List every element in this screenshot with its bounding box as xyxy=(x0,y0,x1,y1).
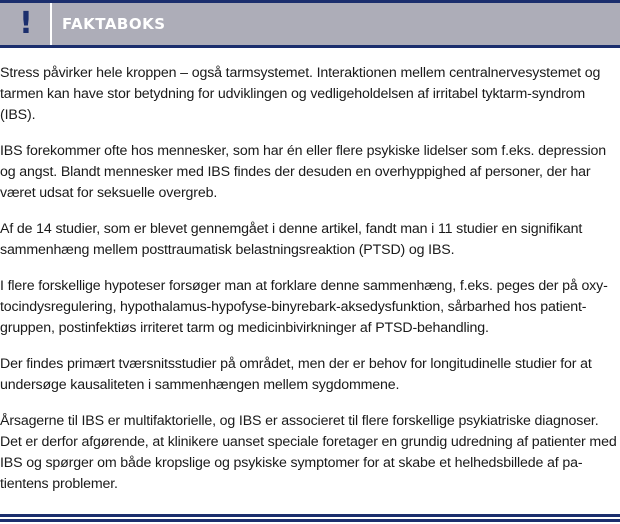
exclamation-icon: ! xyxy=(19,6,33,41)
fact-box-header xyxy=(0,0,620,48)
paragraph: IBS forekommer ofte hos mennesker, som har én eller flere psykiske lidelser som f.eks. depression og angst. Blandt mennesker med IBS findes der desuden en overhyppighed af personer, der har været udsat for seksuelle overgreb. xyxy=(0,143,607,201)
paragraph: Der findes primært tværsnitsstudier på området, men der er behov for longitudinelle studier for at undersøge kausaliteten i sammenhængen mellem sygdommene. xyxy=(0,356,592,393)
icon-cell xyxy=(0,3,52,45)
paragraph: Stress påvirker hele kroppen – også tarmsystemet. Interaktionen mellem centralnervesystemet og tarmen kan have stor betydning for udviklingen og vedligeholdelsen af irritabel tyktarm-syndrom (IBS). xyxy=(0,65,601,123)
paragraph: Af de 14 studier, som er blevet gennemgået i denne artikel, fandt man i 11 studier en signifikant sammenhæng mellem posttraumatisk belastningsreaktion (PTSD) og IBS. xyxy=(0,221,583,258)
fact-box-bottom-border xyxy=(0,514,620,524)
paragraph: I flere forskellige hypoteser forsøger man at forklare denne sammenhæng, f.eks. peges der på oxytocindysregulering, hypothalamus-hypofyse-binyrebark-aksedysfunktion, sårbarhed hos patientgruppen, postinfektiøs irriteret tarm og medicinbivirkninger af PTSD-behandling. xyxy=(0,278,608,336)
fact-box-title: FAKTABOKS xyxy=(62,15,166,33)
fact-box-body xyxy=(0,63,620,510)
paragraph: Årsagerne til IBS er multifaktorielle, og IBS er associeret til flere forskellige psykiatriske diagnoser. Det er derfor afgørende, at klinikere uanset speciale foretager en grundig udredning af patienter med IBS og spørger om både kropslige og psykiske symptomer for at skabe et helhedsbillede af patientens problemer. xyxy=(0,413,617,492)
